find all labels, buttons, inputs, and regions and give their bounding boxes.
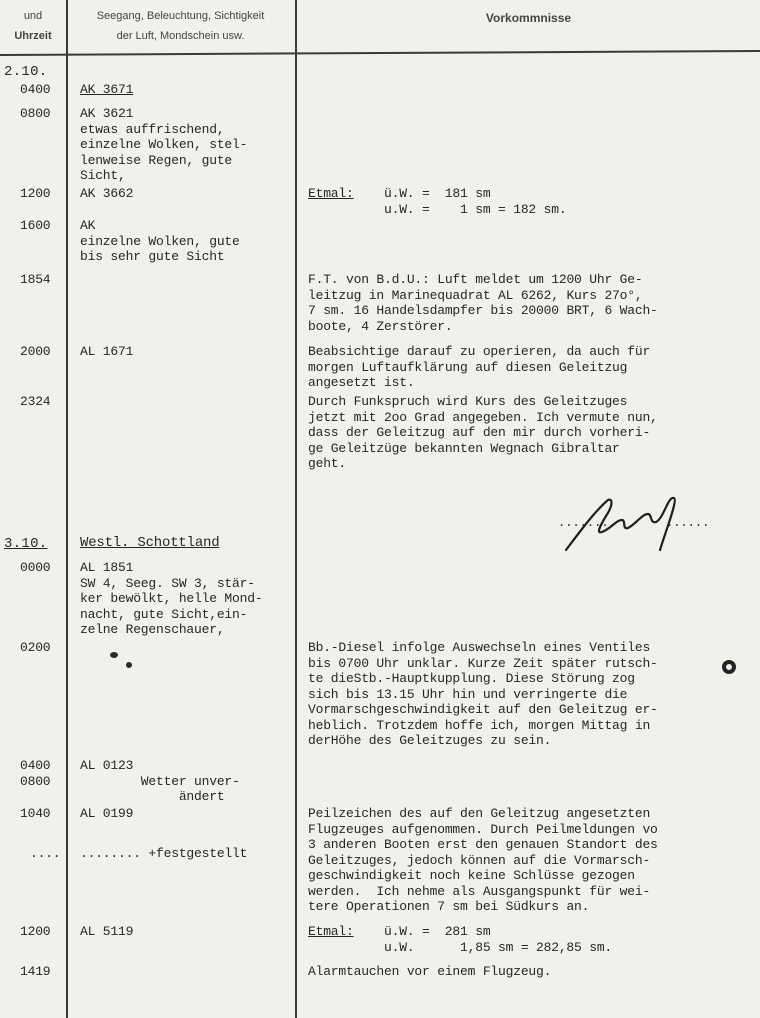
header-col2-line2: der Luft, Mondschein usw.	[116, 30, 245, 42]
time-1854: 1854	[20, 272, 51, 287]
svg-text:......: ......	[666, 515, 710, 529]
column-divider-2	[295, 0, 297, 1018]
position-2000: AL 1671	[80, 344, 134, 359]
time-0400: 0400	[20, 82, 51, 97]
location-westl-schottland: Westl. Schottland	[80, 535, 220, 551]
ink-spot	[126, 662, 132, 668]
position-0400: AK 3671	[80, 82, 134, 97]
event-1854: F.T. von B.d.U.: Luft meldet um 1200 Uhr Ge- leitzug in Marinequadrat AL 6262, Kurs 27o°, 7 sm. 16 Handelsdampfer bis 20000 BRT, 6 Wach- boote, 4 Zerstörer.	[308, 272, 658, 334]
header-weather-col	[66, 6, 295, 46]
header-col2-line1: Seegang, Beleuchtung, Sichtigkeit	[96, 10, 265, 22]
column-divider-1	[66, 0, 68, 1018]
header-divider	[0, 50, 760, 56]
event-2000: Beabsichtige darauf zu operieren, da auch für morgen Luftaufklärung auf diesen Geleitzug angesetzt ist.	[308, 344, 651, 390]
time-2324: 2324	[20, 394, 51, 409]
event-2324: Durch Funkspruch wird Kurs des Geleitzuges jetzt mit 2oo Grad angegeben. Ich vermute nun, dass der Geleitzug auf den mir durch vorheri- ge Geleitzüge bekannten Wegnach Gibraltar geht.	[308, 394, 658, 471]
weather-0000: AL 1851 SW 4, Seeg. SW 3, stär- ker bewölkt, helle Mond- nacht, gute Sicht,ein- zelne Regenschauer,	[80, 560, 263, 637]
svg-text:........: ........	[558, 515, 616, 529]
etmal-values-1: ü.W. = 181 sm u.W. = 1 sm = 182 sm.	[384, 186, 567, 217]
etmal-label-1: Etmal:	[308, 186, 354, 201]
position-weather-0400: AL 0123 Wetter unver- ändert	[80, 758, 240, 804]
signature-scribble	[556, 490, 726, 560]
event-1419: Alarmtauchen vor einem Flugzeug.	[308, 964, 552, 979]
header-time-col	[0, 6, 66, 46]
ink-spot	[110, 652, 118, 658]
time-dots: ....	[30, 846, 61, 861]
time-1419: 1419	[20, 964, 51, 979]
etmal-label-2: Etmal:	[308, 924, 354, 939]
header-col3: Vorkommnisse	[485, 11, 572, 25]
header-col1-line2: Uhrzeit	[14, 30, 52, 42]
header-events-col	[297, 8, 760, 29]
header-col1-line1: und	[23, 10, 43, 22]
time-1040: 1040	[20, 806, 51, 821]
weather-festgestellt: ........ +festgestellt	[80, 846, 248, 861]
date-2-10: 2.10.	[4, 64, 48, 80]
time-0200: 0200	[20, 640, 51, 655]
weather-0800: AK 3621 etwas auffrischend, einzelne Wolken, stel- lenweise Regen, gute Sicht,	[80, 106, 248, 183]
date-3-10: 3.10.	[4, 536, 48, 552]
time-1200-b: 1200	[20, 924, 51, 939]
time-0800: 0800	[20, 106, 51, 121]
event-0200: Bb.-Diesel infolge Auswechseln eines Ventiles bis 0700 Uhr unklar. Kurze Zeit später rutsch- te dieStb.-Hauptkupplung. Diese Störung zog sich bis 13.15 Uhr hin und verringerte die Vormarschgeschwindigkeit auf den Geleitzug er- heblich. Trotzdem hoffe ich, morgen Mittag in derHöhe des Geleitzuges zu sein.	[308, 640, 658, 748]
time-2000: 2000	[20, 344, 51, 359]
weather-1600: AK einzelne Wolken, gute bis sehr gute Sicht	[80, 218, 240, 264]
time-1600: 1600	[20, 218, 51, 233]
event-1040: Peilzeichen des auf den Geleitzug angesetzten Flugzeuges aufgenommen. Durch Peilmeldungen vo 3 anderen Booten erst den genauen Standort des Geleitzuges, jedoch können auf die Vormarsch- geschwindigkeit noch keine Schlüsse gezogen werden. Ich nehme als Ausgangspunkt für wei- tere Operationen 7 sm bei Südkurs an.	[308, 806, 658, 914]
ink-blot	[722, 660, 736, 674]
position-1200-b: AL 5119	[80, 924, 134, 939]
etmal-values-2: ü.W. = 281 sm u.W. 1,85 sm = 282,85 sm.	[384, 924, 613, 955]
position-1200-a: AK 3662	[80, 186, 134, 201]
time-1200-a: 1200	[20, 186, 51, 201]
time-0400-0800: 0400 0800	[20, 758, 51, 789]
position-1040: AL 0199	[80, 806, 134, 821]
time-0000: 0000	[20, 560, 51, 575]
